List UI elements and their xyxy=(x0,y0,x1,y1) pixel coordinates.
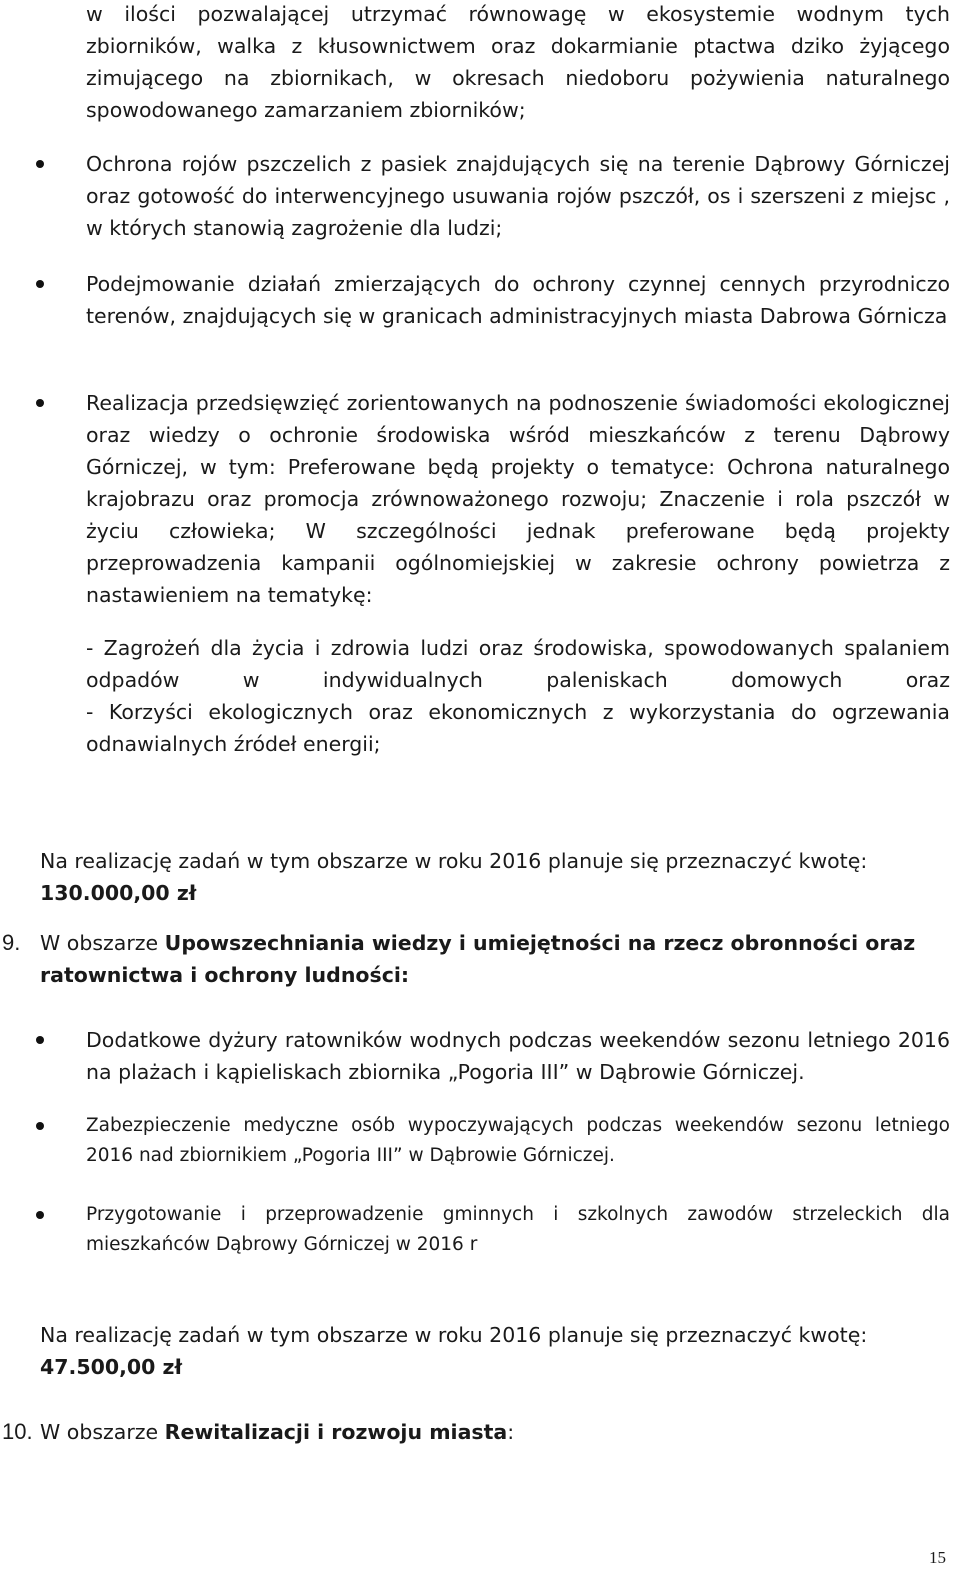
dash-line: - Zagrożeń dla życia i zdrowia ludzi oraz środowiska, spowodowanych spalaniem xyxy=(86,636,950,660)
budget-amount: 130.000,00 zł xyxy=(40,881,197,905)
intro-paragraph: w ilości pozwalającej utrzymać równowagę w ekosystemie wodnym tych zbiorników, walka z kłusownictwem oraz dokarmianie ptactwa dziko żyjącego zimującego na zbiornikach, w okresach niedoboru pożywienia naturalnego spowodowanego zamarzaniem zbiorników; xyxy=(86,2,950,122)
section-prefix: W obszarze xyxy=(40,931,165,955)
bullet-icon xyxy=(36,160,44,168)
list-item xyxy=(86,1024,950,1088)
budget-text: Na realizację zadań w tym obszarze w roku 2016 planuje się przeznaczyć kwotę: xyxy=(40,849,868,873)
list-item-text: Ochrona rojów pszczelich z pasiek znajdujących się na terenie Dąbrowy Górniczej oraz gotowość do interwencyjnego usuwania rojów pszczół, os i szerszeni z miejsc , w których stanowią zagrożenie dla ludzi; xyxy=(86,152,950,240)
list-item xyxy=(86,1200,950,1260)
bullet-icon xyxy=(36,1122,44,1130)
bullet-icon xyxy=(36,1211,44,1219)
section-suffix: : xyxy=(507,1420,515,1444)
list-item xyxy=(86,387,950,611)
dash-line: odpadów w indywidualnych paleniskach domowych oraz xyxy=(86,668,950,692)
budget-amount: 47.500,00 zł xyxy=(40,1355,183,1379)
bullet-icon xyxy=(36,399,44,407)
list-item-text: Zabezpieczenie medyczne osób wypoczywających podczas weekendów sezonu letniego 2016 nad zbiornikiem „Pogoria III” w Dąbrowie Górniczej. xyxy=(86,1115,950,1166)
list-item xyxy=(86,148,950,244)
list-item-text: Przygotowanie i przeprowadzenie gminnych i szkolnych zawodów strzeleckich dla mieszkańców Dąbrowy Górniczej w 2016 r xyxy=(86,1204,950,1255)
bullet-icon xyxy=(36,280,44,288)
bullet-icon xyxy=(36,1036,44,1044)
section-title: Upowszechniania wiedzy i umiejętności na rzecz obronności oraz ratownictwa i ochrony ludności: xyxy=(40,931,916,987)
list-item-text: Realizacja przedsięwzięć zorientowanych na podnoszenie świadomości ekologicznej oraz wiedzy o ochronie środowiska wśród mieszkańców z terenu Dąbrowy Górniczej, w tym: Preferowane będą projekty o tematyce: Ochrona naturalnego krajobrazu oraz promocja zrównoważonego rozwoju; Znaczenie i rola pszczół w życiu człowieka; W szczególności jednak preferowane będą projekty przeprowadzenia kampanii ogólnomiejskiej w zakresie ochrony powietrza z nastawieniem na tematykę: xyxy=(86,391,950,607)
dash-list xyxy=(86,632,950,760)
section-number: 9. xyxy=(2,930,21,955)
budget-summary-9 xyxy=(40,1319,940,1383)
list-item xyxy=(86,1111,950,1171)
budget-summary-8 xyxy=(40,845,940,909)
page-number: 15 xyxy=(929,1548,946,1567)
list-item-text: Podejmowanie działań zmierzających do ochrony czynnej cennych przyrodniczo terenów, znajdujących się w granicach administracyjnych miasta Dabrowa Górnicza xyxy=(86,272,950,328)
section-heading-10 xyxy=(2,1416,940,1448)
list-item xyxy=(86,268,950,332)
section-number: 10. xyxy=(2,1419,33,1444)
section-prefix: W obszarze xyxy=(40,1420,165,1444)
budget-text: Na realizację zadań w tym obszarze w roku 2016 planuje się przeznaczyć kwotę: xyxy=(40,1323,868,1347)
section-heading-9 xyxy=(2,927,940,991)
section-title: Rewitalizacji i rozwoju miasta xyxy=(164,1420,508,1444)
list-item-text: Dodatkowe dyżury ratowników wodnych podczas weekendów sezonu letniego 2016 na plażach i kąpieliskach zbiornika „Pogoria III” w Dąbrowie Górniczej. xyxy=(86,1028,950,1084)
dash-line: odnawialnych źródeł energii; xyxy=(86,732,381,756)
dash-line: - Korzyści ekologicznych oraz ekonomicznych z wykorzystania do ogrzewania xyxy=(86,700,950,724)
